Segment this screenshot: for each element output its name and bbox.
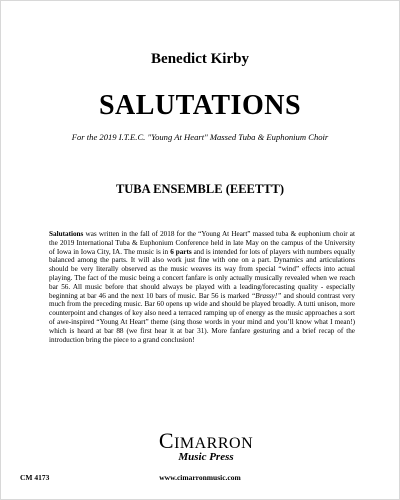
catalog-number: CM 4173: [20, 473, 50, 482]
notes-text-3: and should contrast very much from the preceding music. Bar 60 opens up wide and should be played broadly. A tutti unison, more counterpoint and changes of key also need a terraced ramping up of energy as the music approaches a sort of awe-inspired “Young At Heart” theme (sing those words in your mind and you’ll know what I mean!) which is heard at bar 88 (we first hear it at bar 31). More fanfare gesturing and a brief recap of the introduction bring the piece to a grand conclusion!: [49, 291, 356, 344]
publisher-logo-rest: IMARRON: [174, 435, 254, 452]
publisher-website: www.cimarronmusic.com: [159, 473, 241, 482]
publisher-logo-initial: C: [158, 428, 175, 453]
publisher-logo-name: [151, 428, 261, 453]
composer-name: Benedict Kirby: [151, 51, 249, 67]
notes-lead-title: Salutations: [49, 230, 84, 238]
notes-text-1: was written in the fall of 2018 for the “Young At Heart” massed tuba & euphonium choir at the 2019 International Tuba & Euphonium Conference held in late May on the campus of the University of Iowa in Iowa City, IA. The music is in: [49, 230, 355, 256]
publisher-logo: [151, 428, 261, 463]
program-notes: [49, 230, 355, 344]
piece-title: SALUTATIONS: [98, 90, 302, 121]
notes-text-2: and is intended for lots of players with numbers equally balanced among the parts. It will also work just fine with one on a part. Dynamics and articulations should be very literally observed as the music weaves its way from special “wind” effects into actual playing. The fact of the music being a concert fanfare is only actually musically revealed when we reach bar 56. All music before that should always be played with a leading/forecasting quality - especially beginning at bar 46 and the next 10 bars of music. Bar 56 is marked: [49, 247, 355, 300]
piece-subtitle: For the 2019 I.T.E.C. "Young At Heart" Massed Tuba & Euphonium Choir: [71, 132, 329, 142]
ensemble-label: TUBA ENSEMBLE (EEETTT): [115, 182, 285, 196]
publisher-logo-subtitle: Music Press: [178, 451, 234, 463]
notes-brassy: “Brassy!”: [251, 291, 282, 300]
notes-parts: 6 parts: [170, 247, 192, 256]
